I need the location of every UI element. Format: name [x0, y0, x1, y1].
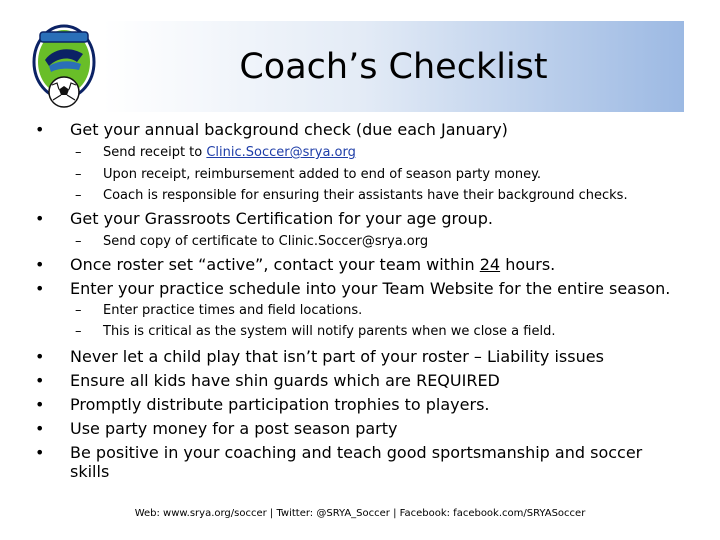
bullet-icon: • [35, 395, 45, 414]
bullet-icon: • [35, 279, 45, 298]
bullet-icon: • [35, 255, 45, 274]
slide-content: • Get your annual background check (due each January) – Send receipt to Clinic.Soccer@srya.org – Upon receipt, reimbursement added to end of season party money. – Coach is responsible for ensuring their assistants have their background checks. • Get your Grassroots Certification for your age group. – Send copy of certificate to Clinic.Soccer@srya.org • Once roster set “active”, contact your team within 24 hours. • Enter your practice schedule into your Team Website for the entire season. – Enter practice times and field locations. – This is critical as the system will notify parents when we close a field. • Never let a child play that isn’t part of your roster – Liability issues • Ensure all kids have shin guards which are REQUIRED • Promptly distribute participation trophies to players. • Use party money for a post season party • Be positive in your coaching and teach good sportsmanship and soccer skills Web: www.srya.org/soccer | Twitter: @SRYA_Soccer | Facebook: facebook.com/SRYASoccer [0, 0, 720, 540]
dash-icon: – [75, 167, 82, 182]
dash-icon: – [75, 188, 82, 203]
slide-title: Coach’s Checklist [239, 47, 548, 87]
dash-icon: – [75, 234, 82, 249]
email-link[interactable]: Clinic.Soccer@srya.org [206, 145, 356, 160]
dash-icon: – [75, 324, 82, 339]
dash-icon: – [75, 145, 82, 160]
bullet-icon: • [35, 419, 45, 438]
bullet-icon: • [35, 347, 45, 366]
bullet-icon: • [35, 120, 45, 139]
dash-icon: – [75, 303, 82, 318]
bullet-icon: • [35, 371, 45, 390]
bullet-icon: • [35, 443, 45, 462]
bullet-icon: • [35, 209, 45, 228]
footer-contact: Web: www.srya.org/soccer | Twitter: @SRYA_Soccer | Facebook: facebook.com/SRYASoccer [134, 508, 586, 519]
